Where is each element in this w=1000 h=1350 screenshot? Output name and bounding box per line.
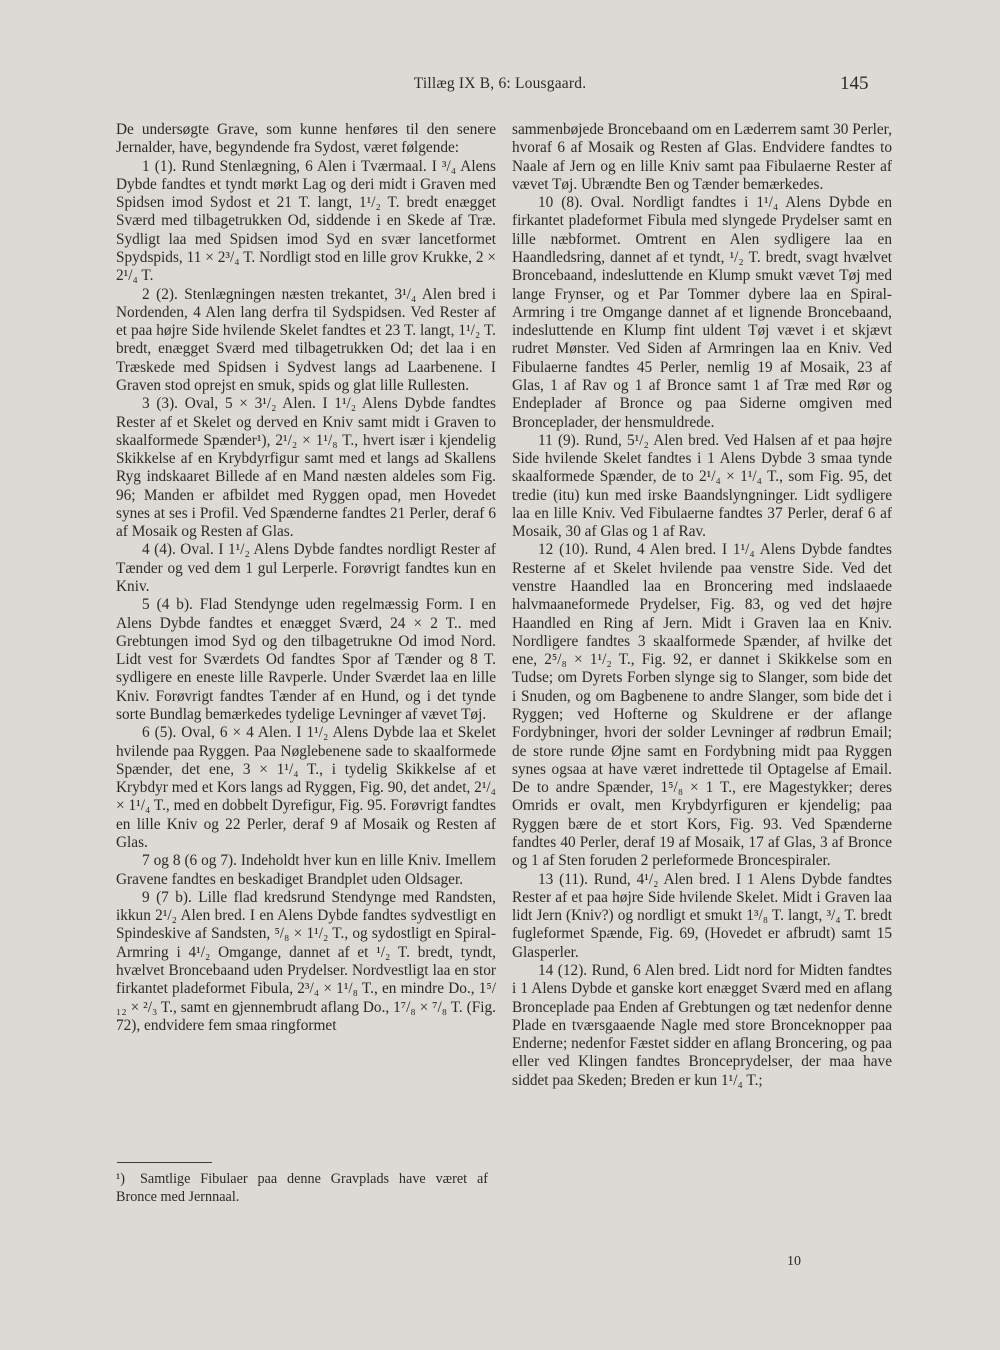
paragraph: 1 (1). Rund Stenlægning, 6 Alen i Tværmaal. I ³/₄ Alens Dybde fandtes et tyndt mørkt Lag og deri midt i Graven med Spidsen imod Sydost et 21 T. langt, 1¹/₂ T. bredt enægget Sværd med tilbagetrukken Od, siddende i en Skede af Træ. Sydligt laa med Spidsen imod Syd en svær lancetformet Spydspids, 11 × 2³/₄ T. Nordligt stod en lille grov Krukke, 2 × 2¹/₄ T. bbox=[116, 157, 496, 285]
paragraph: 10 (8). Oval. Nordligt fandtes i 1¹/₄ Alens Dybde en firkantet pladeformet Fibula med slyngede Prydelser samt en lille næbformet. Omtrent en Alen sydligere laa en Haandledsring, dannet af et tyndt, ¹/₂ T. bredt, svagt hvælvet Broncebaand, indesluttende en Klump smukt vævet Tøj med lange Frynser, og et Par Tommer dybere laa en Spiral-Armring i tre Omgange dannet af et lignende Broncebaand, indesluttende en Klump fint uldent Tøj vævet i et skjævt rudret Mønster. Ved Siden af Armringen laa en Kniv. Ved Fibulaerne fandtes 45 Perler, nemlig 19 af Mosaik, 23 af Glas, 1 af Rav og 1 af Bronce samt 1 af Træ med Rør og Endeplader af Bronce og paa Siderne omgiven med Bronceplader, der hensmuldrede. bbox=[512, 194, 892, 431]
running-title: Tillæg IX B, 6: Lousgaard. bbox=[413, 75, 587, 92]
right-column bbox=[512, 121, 892, 1090]
footnote-divider bbox=[117, 1162, 212, 1163]
paragraph: 14 (12). Rund, 6 Alen bred. Lidt nord for Midten fandtes i 1 Alens Dybde et ganske kort enægget Sværd med en aflang Bronceplade paa Enden af Grebtungen og tæt nedenfor denne Plade en tværsgaaende Nagle med store Bronceknopper paa Enderne; nedenfor Fæstet sidder en aflang Broncering, og paa eller ved Klingen fandtes Bronceprydelser, der maa have siddet paa Skeden; Breden er kun 1¹/₄ T.; bbox=[512, 961, 892, 1089]
page-number: 145 bbox=[840, 73, 869, 94]
paragraph: 3 (3). Oval, 5 × 3¹/₂ Alen. I 1¹/₂ Alens Dybde fandtes Rester af et Skelet og derved en Kniv samt midt i Graven to skaalformede Spænder¹), 2¹/₂ × 1¹/₈ T., hvert især i kjendelig Skikkelse af en Krybdyrfigur samt med et langs ad Skallens Ryg indskaaret Billede af en Mand næsten aldeles som Fig. 96; Manden er afbildet med Ryggen opad, men Hovedet synes at ses i Profil. Ved Spænderne fandtes 21 Perler, deraf 6 af Mosaik og Resten af Glas. bbox=[116, 395, 496, 541]
paragraph: 11 (9). Rund, 5¹/₂ Alen bred. Ved Halsen af et paa højre Side hvilende Skelet fandtes i 1 Alens Dybde 3 smaa tynde skaalformede Spænder, de to 2¹/₄ × 1¹/₄ T., som Fig. 95, det tredie (itu) kun med irske Baandslyngninger. Lidt sydligere laa en lille Kniv. Ved Fibulaerne fandtes 37 Perler, deraf 6 af Mosaik, 30 af Glas og 1 af Rav. bbox=[512, 431, 892, 541]
footnote bbox=[116, 1170, 488, 1206]
paragraph: 12 (10). Rund, 4 Alen bred. I 1¹/₄ Alens Dybde fandtes Resterne af et Skelet hvilende paa venstre Side. Ved det venstre Haandled laa en Broncering med indslaaede halvmaaneformede Prydelser, Fig. 83, og ved det højre Haandled en Ring af Jern. Midt i Graven laa en Kniv. Nordligere fandtes 3 skaalformede Spænder, af hvilke det ene, 2⁵/₈ × 1¹/₂ T., Fig. 92, er dannet i Skikkelse som en Tudse; om Dyrets Forben slynge sig to Slanger, som bide det i Snuden, og om Bagbenene to andre Slanger, som bide det i Ryggen; ved Hofterne og Skuldrene er der aflange Fordybninger, hvori der solder Levninger af rødbrun Email; de store runde Øjne samt en Fordybning midt paa Ryggen synes ogsaa at have været indrettede til Optagelse af Email. De to andre Spænder, 1⁵/₈ × 1 T., ere Magestykker; deres Omrids er ovalt, men Krybdyrfiguren er kjendelig; paa Ryggen bære de et stort Kors, Fig. 93. Ved Spænderne fandtes 40 Perler, deraf 19 af Mosaik, 17 af Glas, 3 af Bronce og 1 af Sten foruden 2 perleformede Broncespiraler. bbox=[512, 541, 892, 870]
paragraph: 7 og 8 (6 og 7). Indeholdt hver kun en lille Kniv. Imellem Gravene fandtes en beskadiget Brandplet uden Oldsager. bbox=[116, 852, 496, 888]
footnote-marker: ¹) bbox=[116, 1171, 125, 1187]
paragraph: 13 (11). Rund, 4¹/₂ Alen bred. I 1 Alens Dybde fandtes Rester af et paa højre Side hvilende Skelet. Midt i Graven laa lidt Jern (Kniv?) og nordligt et smukt 1³/₈ T. langt, ³/₄ T. bredt fugleformet Spænde, Fig. 69, (Hovedet er afbrudt) samt 15 Glasperler. bbox=[512, 870, 892, 961]
paragraph: 2 (2). Stenlægningen næsten trekantet, 3¹/₄ Alen bred i Nordenden, 4 Alen lang derfra til Sydspidsen. Ved Rester af et paa højre Side hvilende Skelet fandtes et 23 T. langt, 1¹/₂ T. bredt, enægget Sværd med tilbagetrukken Od; det laa i en Træskede med Spidsen i Sydvest langs ad Laarbenene. I Graven stod oprejst en smuk, spids og glat lille Rullesten. bbox=[116, 285, 496, 394]
paragraph: 4 (4). Oval. I 1¹/₂ Alens Dybde fandtes nordligt Rester af Tænder og ved dem 1 gul Lerperle. Forøvrigt fandtes kun en Kniv. bbox=[116, 541, 496, 596]
left-column bbox=[116, 121, 496, 1035]
paragraph: 9 (7 b). Lille flad kredsrund Stendynge med Randsten, ikkun 2¹/₂ Alen bred. I en Alens Dybde fandtes sydvestligt en Spindeskive af Sandsten, ⁵/₈ × 1¹/₂ T., og sydostligt en Spiral-Armring i 4¹/₂ Omgange, dannet af et ¹/₂ T. bredt, tyndt, hvælvet Broncebaand uden Prydelser. Nordvestligt laa en stor firkantet pladeformet Fibula, 2³/₄ × 1¹/₈ T., en mindre Do., 1⁵/₁₂ × ²/₃ T., samt en gjennembrudt aflang Do., 1⁷/₈ × ⁷/₈ T. (Fig. 72), endvidere fem smaa ringformet bbox=[116, 888, 496, 1034]
paragraph: De undersøgte Grave, som kunne henføres til den senere Jernalder, have, begyndende fra Sydost, været følgende: bbox=[116, 121, 496, 157]
printer-signature: 10 bbox=[787, 1254, 801, 1269]
paragraph: 5 (4 b). Flad Stendynge uden regelmæssig Form. I en Alens Dybde fandtes et enægget Sværd, 24 × 2 T.. med Grebtungen imod Syd og den tilbagetrukne Od imod Nord. Lidt vest for Sværdets Od fandtes Spor af Tænder og 8 T. sydligere en eneste lille Ravperle. Under Sværdet laa en lille Kniv. Forøvrigt fandtes Tænder af en Hund, og i det tynde sorte Bundlag bemærkedes tydelige Levninger af vævet Tøj. bbox=[116, 596, 496, 723]
paragraph: 6 (5). Oval, 6 × 4 Alen. I 1¹/₂ Alens Dybde laa et Skelet hvilende paa Ryggen. Paa Nøglebenene sade to skaalformede Spænder, det ene, 3 × 1¹/₄ T., i tydelig Skikkelse af et Krybdyr med et Kors langs ad Ryggen, Fig. 90, det andet, 2¹/₄ × 1¹/₄ T., med en dobbelt Dyrefigur, Fig. 95. Forøvrigt fandtes en lille Kniv og 22 Perler, deraf 9 af Mosaik og Resten af Glas. bbox=[116, 724, 496, 851]
footnote-text: Samtlige Fibulaer paa denne Gravplads have været af Bronce med Jernnaal. bbox=[116, 1171, 488, 1205]
paragraph: sammenbøjede Broncebaand om en Læderrem samt 30 Perler, hvoraf 6 af Mosaik og Resten af Glas. Endvidere fandtes to Naale af Jern og en lille Kniv samt paa Fibulaerne Rester af vævet Tøj. Ubrændte Ben og Tænder bemærkedes. bbox=[512, 121, 892, 193]
